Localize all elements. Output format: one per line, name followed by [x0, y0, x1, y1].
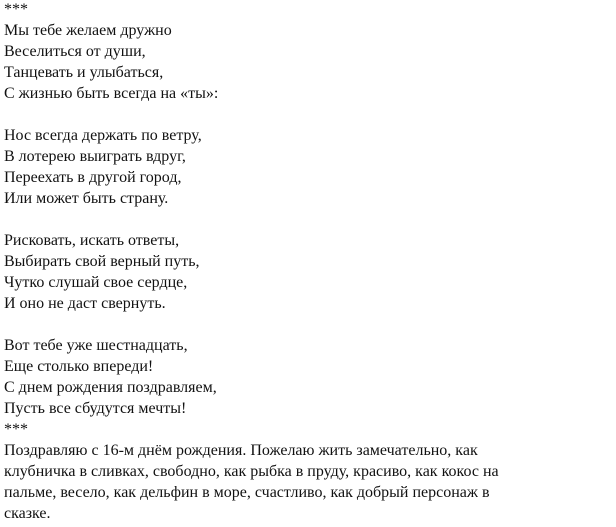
stanza-1: [4, 20, 612, 104]
stanza-gap: [4, 104, 612, 125]
poem-line: Нос всегда держать по ветру,: [4, 127, 202, 144]
prose-line: клубничка в сливках, свободно, как рыбка в пруду, красиво, как кокос на: [4, 463, 499, 480]
poem-line: Еще столько впереди!: [4, 358, 154, 375]
separator-top: ***: [4, 1, 28, 18]
poem-line: Рисковать, искать ответы,: [4, 232, 180, 249]
poem-line: Мы тебе желаем дружно: [4, 22, 172, 39]
poem-line: Переехать в другой город,: [4, 169, 182, 186]
stanza-2: [4, 125, 612, 209]
poem-line: Или может быть страну.: [4, 190, 169, 207]
prose-line: Поздравляю с 16-м днём рождения. Пожелаю жить замечательно, как: [4, 442, 478, 459]
prose-paragraph: [4, 440, 612, 524]
poem-line: Чутко слушай свое сердце,: [4, 274, 188, 291]
poem-line: В лотерею выиграть вдруг,: [4, 148, 186, 165]
stanza-4: [4, 335, 612, 419]
poem-line: И оно не даст свернуть.: [4, 295, 166, 312]
poem-line: С жизнью быть всегда на «ты»:: [4, 85, 219, 102]
separator-bottom: ***: [4, 421, 28, 438]
poem-line: Выбирать свой верный путь,: [4, 253, 200, 270]
poem-line: Веселиться от души,: [4, 43, 146, 60]
stanza-gap: [4, 209, 612, 230]
stanza-gap: [4, 314, 612, 335]
poem-line: Танцевать и улыбаться,: [4, 64, 164, 81]
prose-line: сказке.: [4, 505, 51, 522]
prose-line: пальме, весело, как дельфин в море, счастливо, как добрый персонаж в: [4, 484, 490, 501]
poem-line: Вот тебе уже шестнадцать,: [4, 337, 188, 354]
poem-line: Пусть все сбудутся мечты!: [4, 400, 187, 417]
document-body: [4, 0, 612, 524]
stanza-3: [4, 230, 612, 314]
poem-line: С днем рождения поздравляем,: [4, 379, 217, 396]
